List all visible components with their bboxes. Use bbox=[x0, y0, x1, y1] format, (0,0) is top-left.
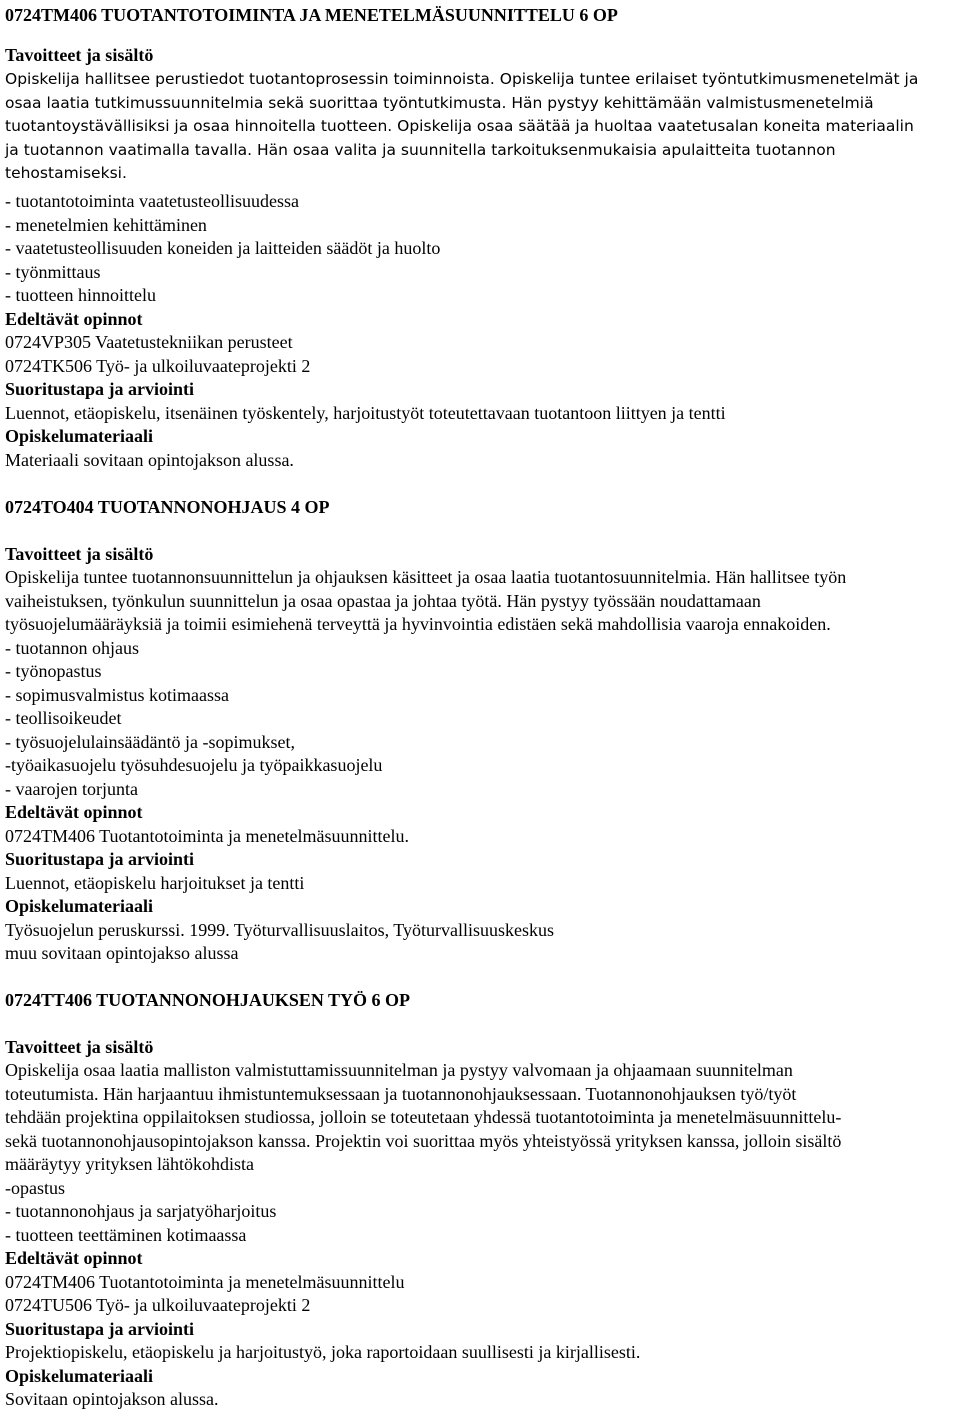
assessment-text: Luennot, etäopiskelu harjoitukset ja tentti bbox=[5, 873, 305, 893]
material-text: Materiaali sovitaan opintojakson alussa. bbox=[5, 450, 294, 470]
section-heading-assessment: Suoritustapa ja arviointi bbox=[5, 379, 195, 399]
section-heading-prerequisites: Edeltävät opinnot bbox=[5, 1248, 143, 1268]
course-title: 0724TO404 TUOTANNONOHJAUS 4 OP bbox=[5, 497, 330, 517]
prerequisite-item: 0724TK506 Työ- ja ulkoiluvaateprojekti 2 bbox=[5, 356, 311, 376]
section-heading-material: Opiskelumateriaali bbox=[5, 896, 153, 916]
description-line: tuotantoystävällisiksi ja osaa hinnoitella tuotteen. Opiskelija osaa säätää ja huoltaa vaatetusalan koneita materiaalin bbox=[5, 117, 914, 135]
description-line: tehostamiseksi. bbox=[5, 164, 127, 182]
content-item: - vaarojen torjunta bbox=[5, 779, 138, 799]
section-heading-material: Opiskelumateriaali bbox=[5, 1366, 153, 1386]
prerequisite-item: 0724VP305 Vaatetustekniikan perusteet bbox=[5, 332, 293, 352]
content-item: - tuotannonohjaus ja sarjatyöharjoitus bbox=[5, 1201, 277, 1221]
assessment-text: Luennot, etäopiskelu, itsenäinen työskentely, harjoitustyöt toteutettavaan tuotantoon liittyen ja tentti bbox=[5, 403, 726, 423]
prerequisite-item: 0724TM406 Tuotantotoiminta ja menetelmäsuunnittelu bbox=[5, 1272, 405, 1292]
content-item: - vaatetusteollisuuden koneiden ja laitteiden säädöt ja huolto bbox=[5, 238, 441, 258]
description-line: Opiskelija tuntee tuotannonsuunnittelun ja ohjauksen käsitteet ja osaa laatia tuotantosuunnitelmia. Hän hallitsee työn bbox=[5, 567, 847, 587]
assessment-text: Projektiopiskelu, etäopiskelu ja harjoitustyö, joka raportoidaan suullisesti ja kirjallisesti. bbox=[5, 1342, 641, 1362]
section-heading-goals: Tavoitteet ja sisältö bbox=[5, 544, 154, 564]
content-item: - teollisoikeudet bbox=[5, 708, 122, 728]
description-line: osaa laatia tutkimussuunnitelmia sekä suorittaa työntutkimusta. Hän pystyy kehittämään valmistusmenetelmiä bbox=[5, 94, 874, 112]
description-line: tehdään projektina oppilaitoksen studiossa, jolloin se toteutetaan yhdessä tuotantotoiminta ja menetelmäsuunnittelu- bbox=[5, 1107, 842, 1127]
content-item: - työnopastus bbox=[5, 661, 102, 681]
description-line: Opiskelija osaa laatia malliston valmistuttamissuunnitelman ja pystyy valvomaan ja ohjaamaan suunnitelman bbox=[5, 1060, 793, 1080]
content-item: - tuotantotoiminta vaatetusteollisuudessa bbox=[5, 191, 299, 211]
content-item: -opastus bbox=[5, 1178, 65, 1198]
description-line: työsuojelumääräyksiä ja toimii esimiehenä terveyttä ja hyvinvointia edistäen sekä mahdollisia vaaroja ennakoiden. bbox=[5, 614, 831, 634]
description-line: toteutumista. Hän harjaantuu ihmistuntemuksessaan ja tuotannonohjauksessaan. Tuotannonohjauksen työ/työt bbox=[5, 1084, 797, 1104]
course-title: 0724TM406 TUOTANTOTOIMINTA JA MENETELMÄSUUNNITTELU 6 OP bbox=[5, 5, 618, 25]
description-line: määräytyy yrityksen lähtökohdista bbox=[5, 1154, 254, 1174]
description-line: vaiheistuksen, työnkulun suunnittelun ja osaa opastaa ja johtaa työtä. Hän pystyy työssään noudattamaan bbox=[5, 591, 761, 611]
section-heading-goals: Tavoitteet ja sisältö bbox=[5, 45, 154, 65]
section-heading-assessment: Suoritustapa ja arviointi bbox=[5, 849, 195, 869]
content-item: - tuotteen teettäminen kotimaassa bbox=[5, 1225, 247, 1245]
description-line: Opiskelija hallitsee perustiedot tuotantoprosessin toiminnoista. Opiskelija tuntee erilaiset työntutkimusmenetelmät ja bbox=[5, 70, 919, 88]
content-item: - tuotteen hinnoittelu bbox=[5, 285, 156, 305]
section-heading-material: Opiskelumateriaali bbox=[5, 426, 153, 446]
content-item: -työaikasuojelu työsuhdesuojelu ja työpaikkasuojelu bbox=[5, 755, 383, 775]
content-item: - menetelmien kehittäminen bbox=[5, 215, 207, 235]
course-title: 0724TT406 TUOTANNONOHJAUKSEN TYÖ 6 OP bbox=[5, 990, 411, 1010]
content-item: - sopimusvalmistus kotimaassa bbox=[5, 685, 229, 705]
section-heading-prerequisites: Edeltävät opinnot bbox=[5, 802, 143, 822]
section-heading-goals: Tavoitteet ja sisältö bbox=[5, 1037, 154, 1057]
content-item: - tuotannon ohjaus bbox=[5, 638, 139, 658]
content-item: - työnmittaus bbox=[5, 262, 101, 282]
material-text: muu sovitaan opintojakso alussa bbox=[5, 943, 239, 963]
material-text: Sovitaan opintojakson alussa. bbox=[5, 1389, 219, 1409]
section-heading-prerequisites: Edeltävät opinnot bbox=[5, 309, 143, 329]
description-line: ja tuotannon vaatimalla tavalla. Hän osaa valita ja suunnitella tarkoituksenmukaisia apulaitteita tuotannon bbox=[5, 141, 836, 159]
section-heading-assessment: Suoritustapa ja arviointi bbox=[5, 1319, 195, 1339]
prerequisite-item: 0724TM406 Tuotantotoiminta ja menetelmäsuunnittelu. bbox=[5, 826, 409, 846]
material-text: Työsuojelun peruskurssi. 1999. Työturvallisuuslaitos, Työturvallisuuskeskus bbox=[5, 920, 555, 940]
prerequisite-item: 0724TU506 Työ- ja ulkoiluvaateprojekti 2 bbox=[5, 1295, 311, 1315]
description-line: sekä tuotannonohjausopintojakson kanssa. Projektin voi suorittaa myös yhteistyössä yrityksen kanssa, jolloin sisältö bbox=[5, 1131, 842, 1151]
content-item: - työsuojelulainsäädäntö ja -sopimukset, bbox=[5, 732, 295, 752]
